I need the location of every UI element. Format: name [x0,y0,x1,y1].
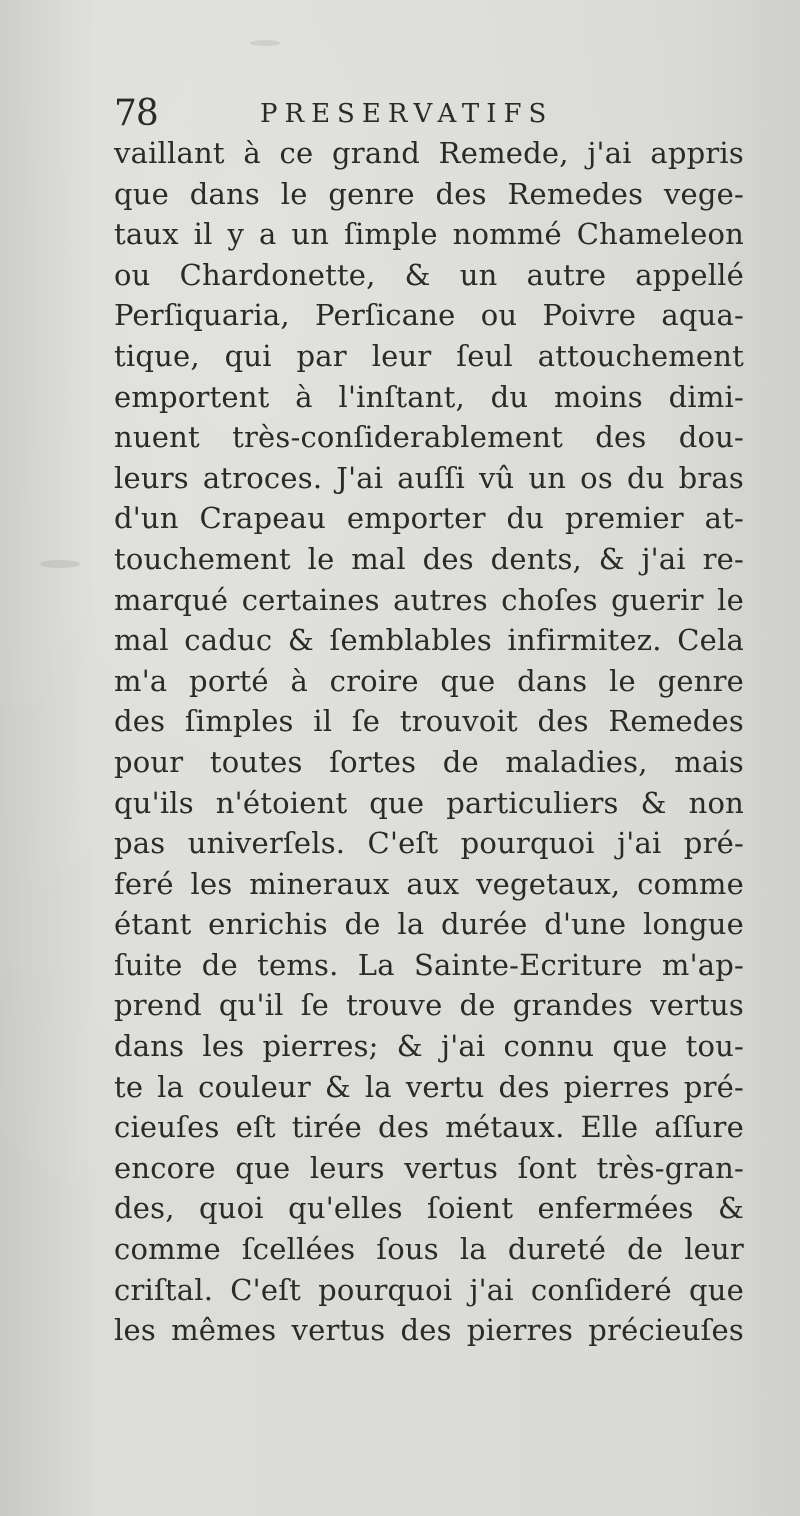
text-line: qu'ils n'étoient que particuliers & non [114,785,744,820]
text-line: tique, qui par leur ſeul attouchement [114,338,744,373]
text-line: prend qu'il ſe trouve de grandes vertus [114,988,744,1023]
text-line: te la couleur & la vertu des pierres pré- [114,1069,744,1104]
paper-stain [250,40,280,46]
text-line: ſuite de tems. La Sainte-Ecriture m'ap- [114,947,744,982]
body-text [114,133,744,1351]
text-line: des ſimples il ſe trouvoit des Remedes [114,704,744,739]
paper-stain [40,560,80,568]
text-line: pas univerſels. C'eſt pourquoi j'ai pré- [114,826,744,861]
text-line: touchement le mal des dents, & j'ai re- [114,541,744,576]
text-line: Perſiquaria, Perſicane ou Poivre aqua- [114,298,744,333]
text-line: étant enrichis de la durée d'une longue [114,907,744,942]
text-line: emportent à l'inſtant, du moins dimi- [114,379,744,414]
text-line: que dans le genre des Remedes vege- [114,176,744,211]
text-line: m'a porté à croire que dans le genre [114,663,744,698]
text-line: cieuſes eſt tirée des métaux. Elle aſſure [114,1110,744,1145]
text-line: feré les mineraux aux vegetaux, comme [114,866,744,901]
text-line: des, quoi qu'elles ſoient enfermées & [114,1191,744,1226]
text-line: taux il y a un ſimple nommé Chameleon [114,217,744,252]
text-line: comme ſcellées ſous la dureté de leur [114,1232,744,1267]
text-line: ou Chardonette, & un autre appellé [114,257,744,292]
text-line: criſtal. C'eſt pourquoi j'ai conſideré que [114,1272,744,1307]
text-line: d'un Crapeau emporter du premier at- [114,501,744,536]
text-line: encore que leurs vertus ſont très-gran- [114,1150,744,1185]
text-line: nuent très-conſiderablement des dou- [114,420,744,455]
text-line: marqué certaines autres choſes guerir le [114,582,744,617]
running-head: PRESERVATIFS [260,99,554,129]
text-line: dans les pierres; & j'ai connu que tou- [114,1029,744,1064]
text-line: mal caduc & ſemblables infirmitez. Cela [114,623,744,658]
text-line: pour toutes ſortes de maladies, mais [114,744,744,779]
text-line: leurs atroces. J'ai auſſi vû un os du bras [114,460,744,495]
page-number: 78 [114,93,158,134]
text-line: vaillant à ce grand Remede, j'ai appris [114,136,744,170]
text-line: les mêmes vertus des pierres précieuſes [114,1313,744,1348]
